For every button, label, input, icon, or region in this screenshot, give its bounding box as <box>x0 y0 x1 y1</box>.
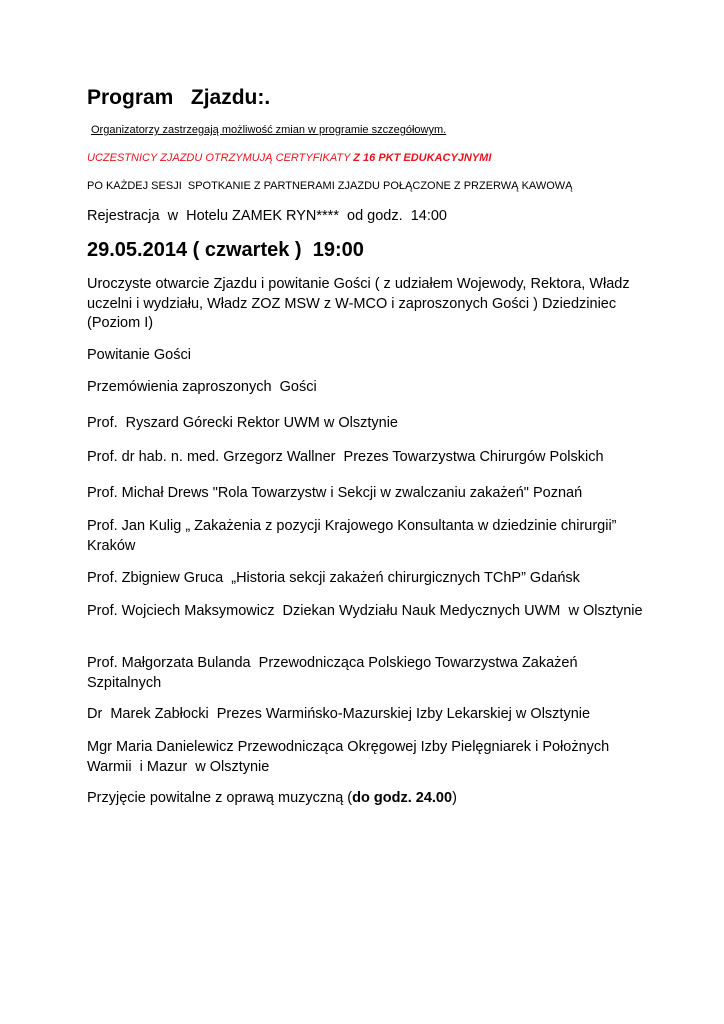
program-item-speaker: Dr Marek Zabłocki Prezes Warmińsko-Mazurskiej Izby Lekarskiej w Olsztynie <box>87 706 591 722</box>
session-notice: PO KAŻDEJ SESJI SPOTKANIE Z PARTNERAMI ZJAZDU POŁĄCZONE Z PRZERWĄ KAWOWĄ <box>87 180 573 192</box>
registration-info: Rejestracja w Hotelu ZAMEK RYN**** od godz. 14:00 <box>87 208 447 224</box>
program-item-speaker: Prof. Zbigniew Gruca „Historia sekcji zakażeń chirurgicznych TChP” Gdańsk <box>87 570 580 586</box>
certificate-notice-text: UCZESTNICY ZJAZDU OTRZYMUJĄ CERTYFIKATY <box>87 152 354 164</box>
program-item-welcome: Powitanie Gości <box>87 347 191 363</box>
program-item-speaker: Prof. Wojciech Maksymowicz Dziekan Wydziału Nauk Medycznych UWM w Olsztynie <box>87 603 643 619</box>
page-title: Program Zjazdu:. <box>87 86 271 109</box>
certificate-notice <box>87 152 491 164</box>
closing-end: ) <box>452 790 457 806</box>
program-item-speaker: Prof. Małgorzata Bulanda Przewodnicząca Polskiego Towarzystwa Zakażeń Szpitalnych <box>87 655 582 691</box>
program-item-speaker: Mgr Maria Danielewicz Przewodnicząca Okręgowej Izby Pielęgniarek i Położnych Warmii i Mazur w Olsztynie <box>87 739 614 775</box>
program-item-speaker: Prof. Ryszard Górecki Rektor UWM w Olsztynie <box>87 415 398 431</box>
closing-text: Przyjęcie powitalne z oprawą muzyczną ( <box>87 790 353 806</box>
program-item-speaker: Prof. Jan Kulig „ Zakażenia z pozycji Krajowego Konsultanta w dziedzinie chirurgii” Kraków <box>87 518 621 554</box>
closing-reception <box>87 789 647 809</box>
closing-time: do godz. 24.00 <box>352 790 453 806</box>
program-item-speeches: Przemówienia zaproszonych Gości <box>87 379 317 395</box>
program-item-opening: Uroczyste otwarcie Zjazdu i powitanie Gości ( z udziałem Wojewody, Rektora, Władz uczelni i wydziału, Władz ZOZ MSW z W-MCO i zaproszonych Gości ) Dziedziniec (Poziom I) <box>87 276 634 331</box>
organizer-note: Organizatorzy zastrzegają możliwość zmian w programie szczegółowym. <box>91 124 447 136</box>
program-item-speaker: Prof. dr hab. n. med. Grzegorz Wallner Prezes Towarzystwa Chirurgów Polskich <box>87 449 604 465</box>
certificate-points: Z 16 PKT EDUKACYJNYMI <box>353 152 492 164</box>
day-heading: 29.05.2014 ( czwartek ) 19:00 <box>87 239 364 261</box>
program-item-speaker: Prof. Michał Drews "Rola Towarzystw i Sekcji w zwalczaniu zakażeń" Poznań <box>87 485 583 501</box>
